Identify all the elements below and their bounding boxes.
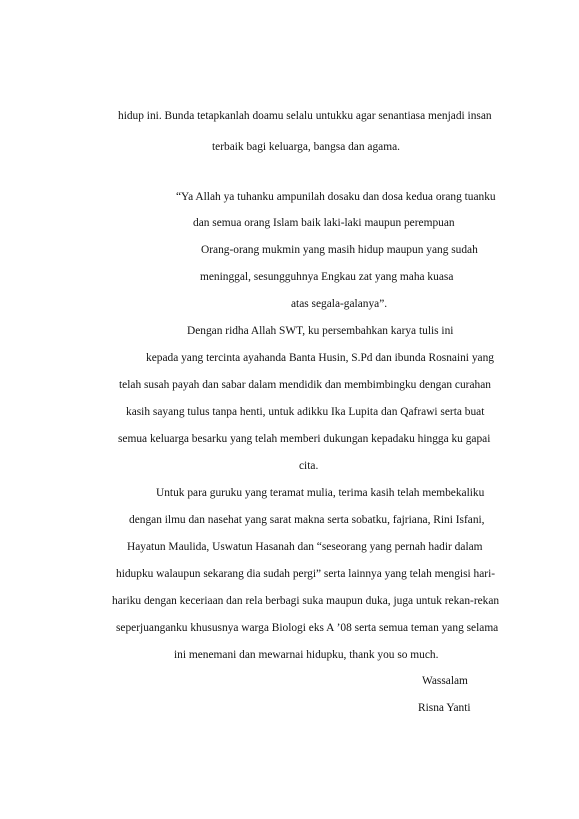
prayer-line-1: “Ya Allah ya tuhanku ampunilah dosaku dan dosa kedua orang tuanku — [176, 191, 496, 203]
thanks-line-1: Untuk para guruku yang teramat mulia, terima kasih telah membekaliku — [156, 487, 485, 499]
dedication-line-6: cita. — [299, 460, 319, 472]
thanks-line-4: hidupku walaupun sekarang dia sudah pergi” serta lainnya yang telah mengisi hari- — [116, 568, 496, 580]
prayer-line-5: atas segala-galanya”. — [291, 298, 388, 310]
thanks-line-7: ini menemani dan mewarnai hidupku, thank you so much. — [174, 649, 439, 661]
dedication-line-2: kepada yang tercinta ayahanda Banta Husin, S.Pd dan ibunda Rosnaini yang — [146, 352, 494, 364]
dedication-line-4: kasih sayang tulus tanpa henti, untuk adikku Ika Lupita dan Qafrawi serta buat — [126, 406, 485, 418]
text-line-2: terbaik bagi keluarga, bangsa dan agama. — [212, 141, 400, 153]
text-line-1: hidup ini. Bunda tetapkanlah doamu selalu untukku agar senantiasa menjadi insan — [118, 110, 492, 122]
prayer-line-4: meninggal, sesungguhnya Engkau zat yang maha kuasa — [200, 271, 454, 283]
closing-text: Wassalam — [422, 675, 468, 687]
dedication-line-1: Dengan ridha Allah SWT, ku persembahkan karya tulis ini — [187, 325, 454, 337]
thanks-line-3: Hayatun Maulida, Uswatun Hasanah dan “seseorang yang pernah hadir dalam — [127, 541, 483, 553]
dedication-line-5: semua keluarga besarku yang telah memberi dukungan kepadaku hingga ku gapai — [118, 433, 491, 445]
thanks-line-2: dengan ilmu dan nasehat yang sarat makna serta sobatku, fajriana, Rini Isfani, — [129, 514, 485, 526]
prayer-line-2: dan semua orang Islam baik laki-laki maupun perempuan — [193, 217, 455, 229]
dedication-line-3: telah susah payah dan sabar dalam mendidik dan membimbingku dengan curahan — [119, 379, 491, 391]
thanks-line-6: seperjuanganku khususnya warga Biologi eks A ’08 serta semua teman yang selama — [116, 622, 499, 634]
signature-name: Risna Yanti — [418, 702, 471, 714]
thanks-line-5: hariku dengan keceriaan dan rela berbagi suka maupun duka, juga untuk rekan-rekan — [112, 595, 500, 607]
prayer-line-3: Orang-orang mukmin yang masih hidup maupun yang sudah — [201, 244, 478, 256]
